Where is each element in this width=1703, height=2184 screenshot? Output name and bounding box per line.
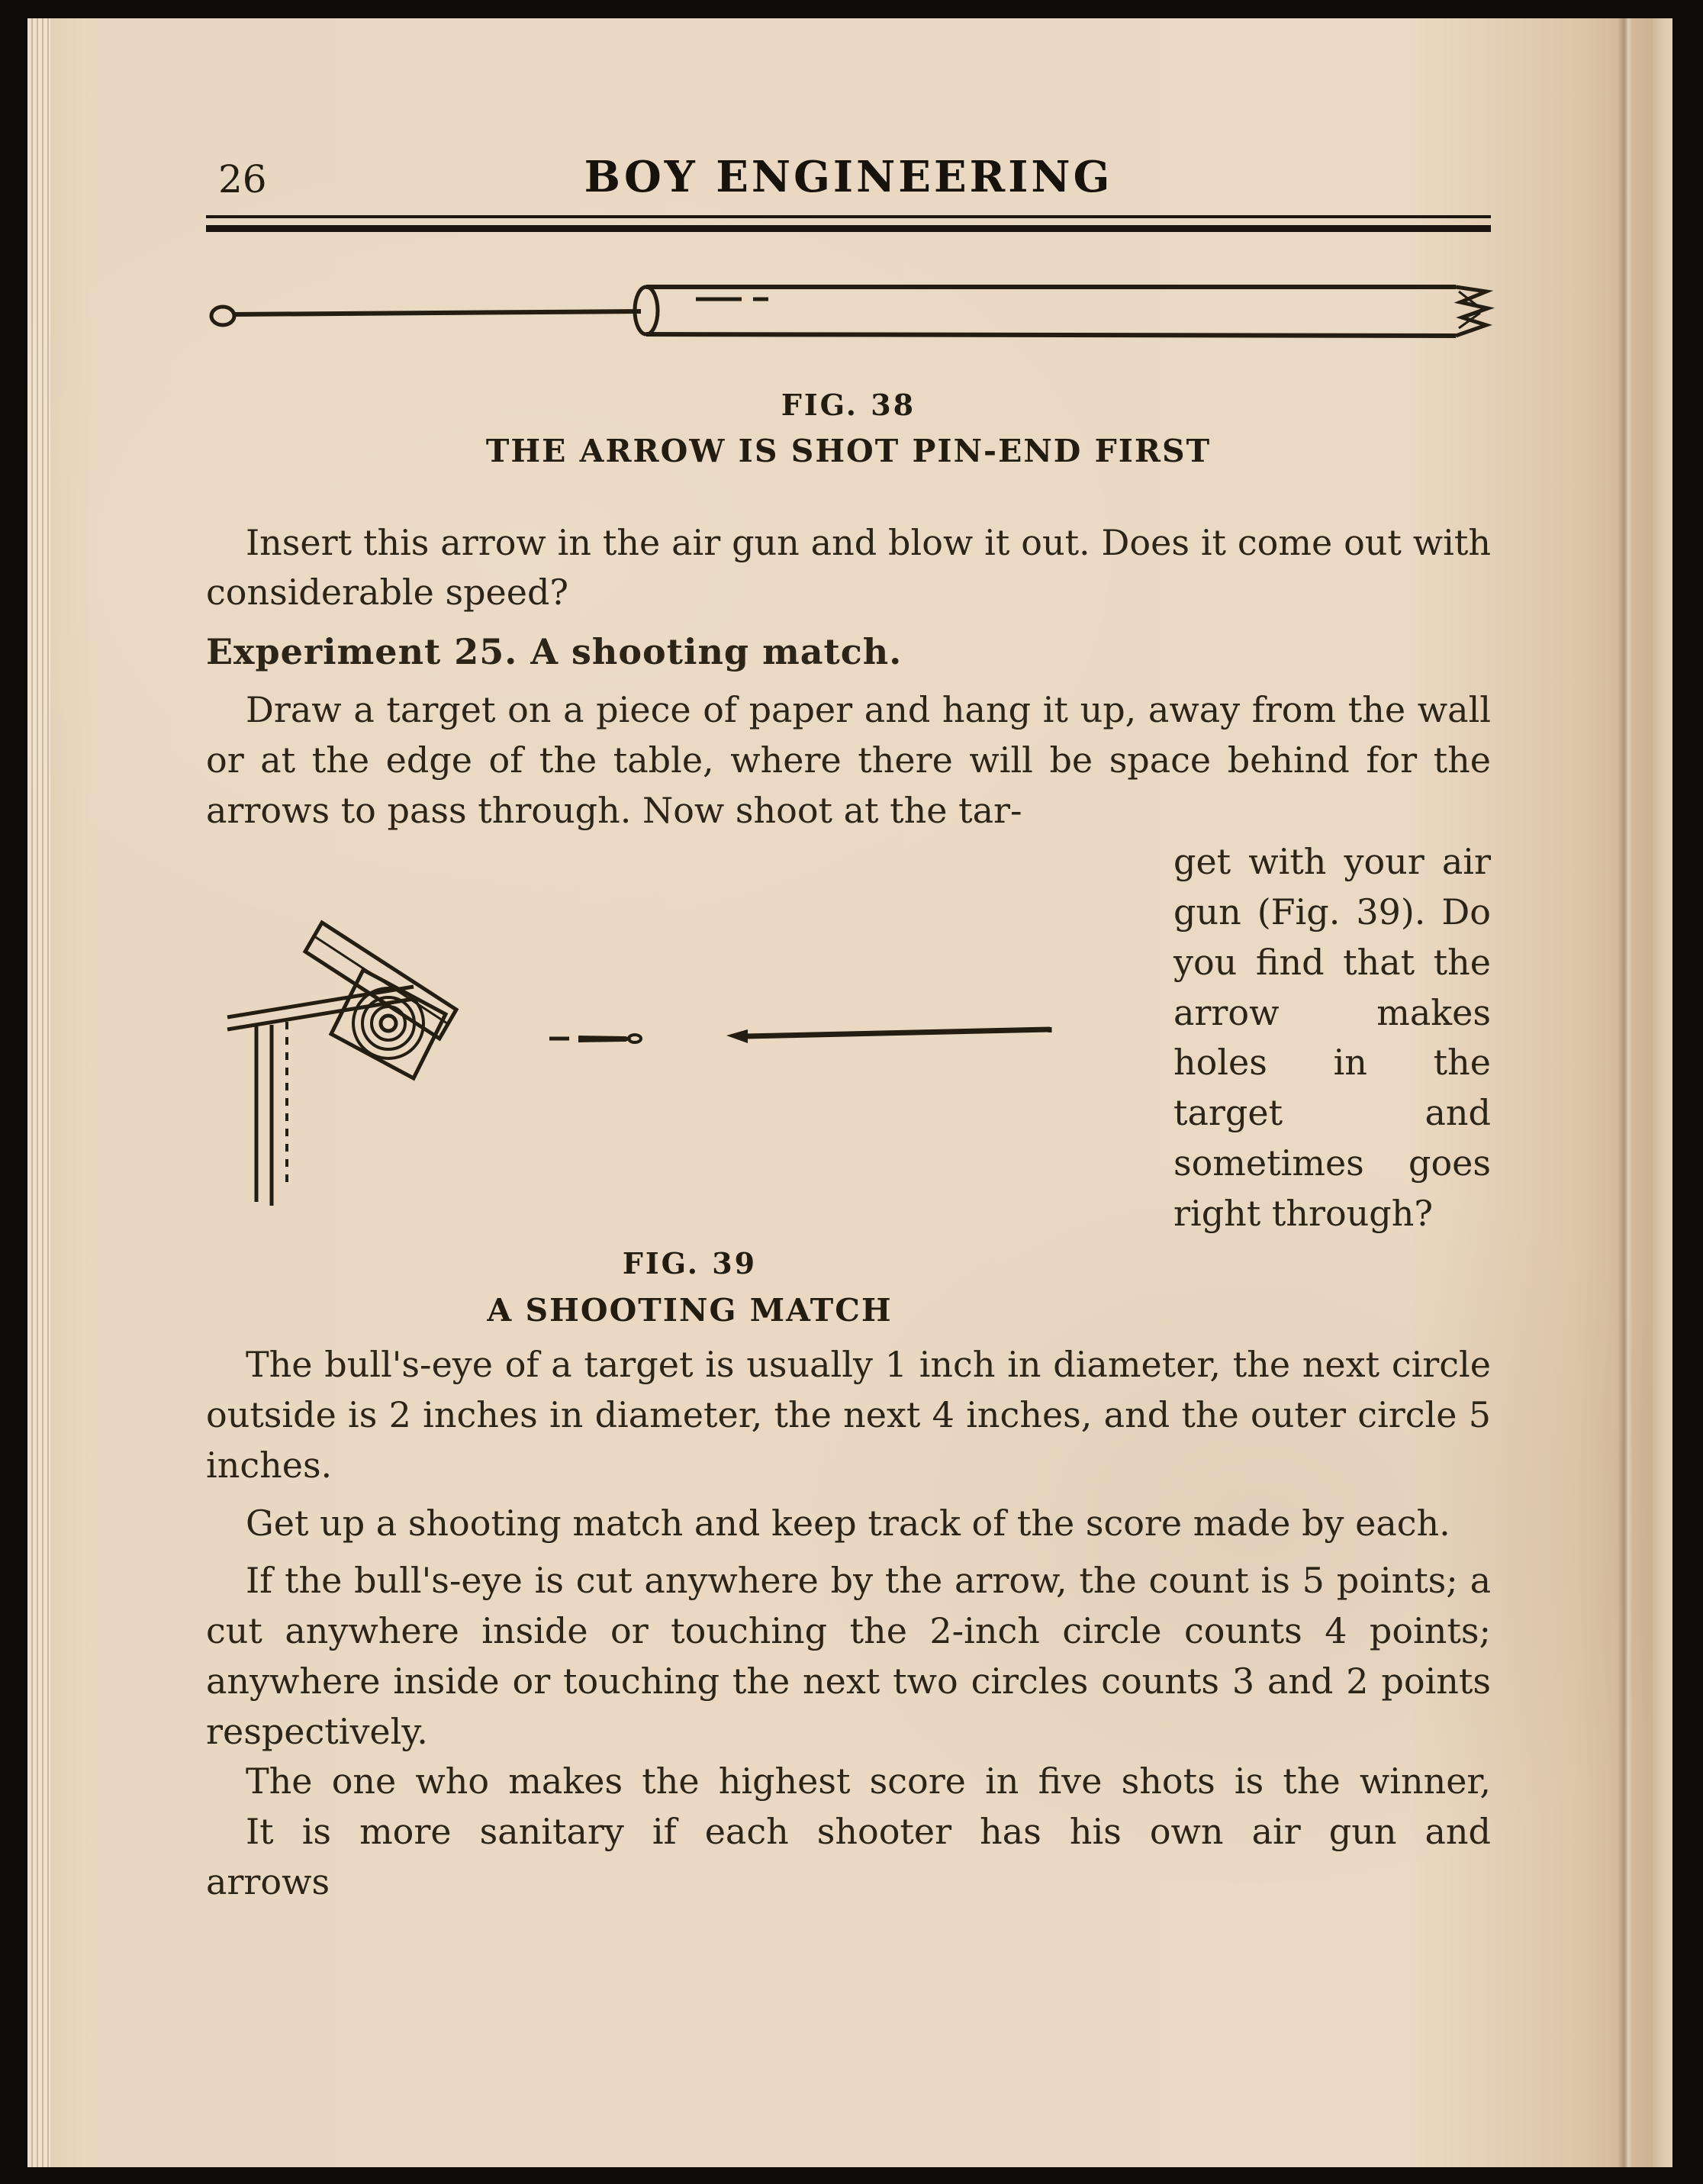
page-header	[206, 147, 1491, 212]
figure-and-wrapped-text	[206, 836, 1491, 1332]
paragraph-get-up-match: Get up a shooting match and keep track of the score made by each.	[246, 1502, 1450, 1544]
paragraph-bulls-eye-sizes: The bull's-eye of a target is usually 1 inch in diameter, the next circle outside is 2 inches in diameter, the next 4 inches, and the outer circle 5 inches.	[206, 1344, 1491, 1486]
fig39-caption: A SHOOTING MATCH	[487, 1291, 893, 1329]
paragraph-winner: The one who makes the highest score in five shots is the winner,	[246, 1760, 1491, 1802]
page-stack-edges	[27, 18, 50, 2167]
paragraph-scoring-rules: If the bull's-eye is cut anywhere by the arrow, the count is 5 points; a cut anywhere inside or touching the 2-inch circle counts 4 points; anywhere inside or touching the next two circles counts 3 and 2 points respectively.	[206, 1560, 1491, 1752]
fig39-shooting-match-drawing	[214, 897, 1068, 1232]
fig38-caption: THE ARROW IS SHOT PIN-END FIRST	[485, 433, 1212, 470]
fig38-label: FIG. 38	[781, 387, 916, 422]
fig39-label: FIG. 39	[622, 1246, 758, 1281]
page-title: BOY ENGINEERING	[584, 152, 1113, 202]
wrapped-text-column: get with your air gun (Fig. 39). Do you find that the arrow makes holes in the target and sometimes goes right through?	[1173, 841, 1491, 1234]
page-content	[206, 147, 1491, 1908]
paragraph-draw-target: Draw a target on a piece of paper and hang it up, away from the wall or at the edge of the table, where there will be space behind for the arrows to pass through. Now shoot at the tar-	[206, 689, 1491, 831]
fore-edge	[1653, 18, 1672, 2167]
book-page	[27, 18, 1672, 2167]
paragraph-insert-arrow: Insert this arrow in the air gun and blow it out. Does it come out with considerable speed?	[206, 521, 1491, 614]
paragraph-sanitary-last-word: arrows	[206, 1860, 330, 1902]
paragraph-sanitary: It is more sanitary if each shooter has his own air gun and	[246, 1811, 1491, 1853]
page-number: 26	[218, 157, 267, 201]
experiment-25-heading: Experiment 25. A shooting match.	[206, 631, 903, 673]
figure-38	[206, 269, 1491, 474]
figure-39	[206, 836, 1173, 1332]
header-rule	[206, 215, 1491, 232]
fig38-arrow-drawing	[208, 269, 1489, 360]
binding-crease	[1618, 18, 1633, 2167]
